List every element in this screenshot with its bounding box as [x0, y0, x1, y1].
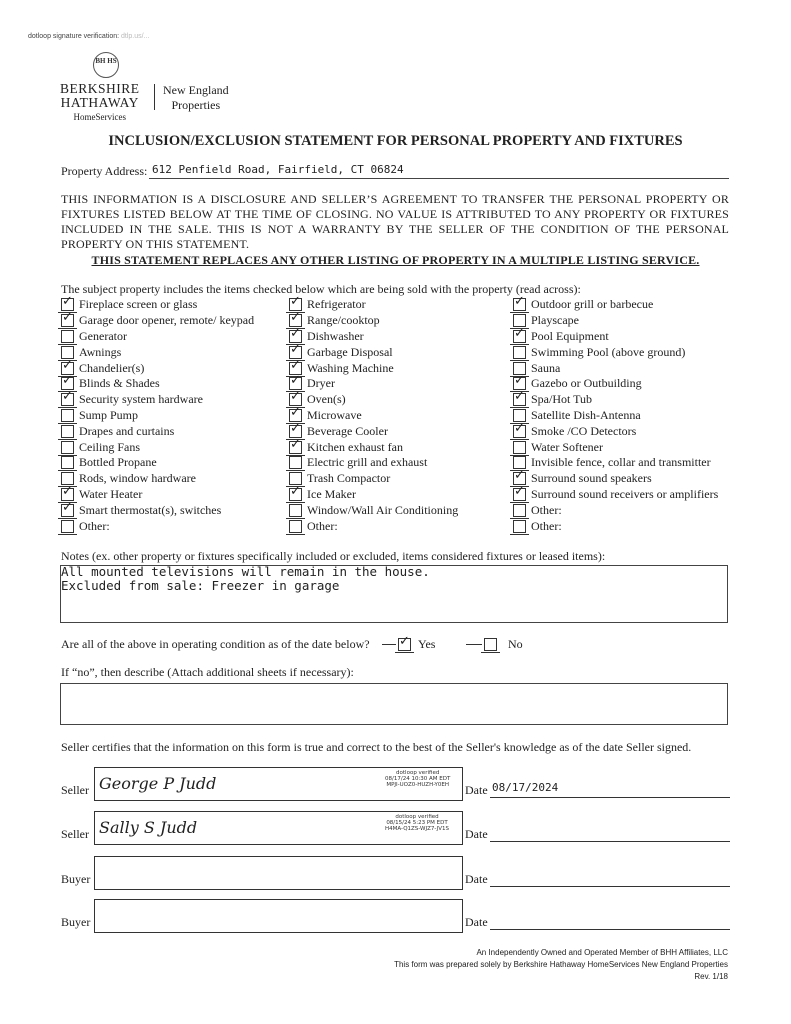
checklist-item[interactable]: [56, 423, 254, 439]
date-label: Date: [465, 827, 488, 841]
checklist-item[interactable]: [284, 297, 458, 313]
checkbox[interactable]: [61, 314, 74, 327]
checklist-item[interactable]: [56, 408, 254, 424]
brand-logo-left: [60, 82, 140, 124]
checklist-item[interactable]: [284, 408, 458, 424]
checkbox[interactable]: [289, 441, 302, 454]
checkbox[interactable]: [289, 520, 302, 533]
checklist-item-label: Water Softener: [531, 439, 603, 454]
property-address-label: Property Address:: [61, 164, 148, 178]
checklist-item[interactable]: [56, 439, 254, 455]
operating-yes-checkbox[interactable]: [398, 638, 411, 651]
checklist-item[interactable]: [508, 297, 718, 313]
footer-prepared-by: This form was prepared solely by Berkshire Hathaway HomeServices New England Properties: [394, 960, 728, 969]
date-underline: [490, 841, 730, 842]
checklist-intro: The subject property includes the items checked below which are being sold with the property (read across):: [61, 282, 581, 296]
brand-divider: [154, 84, 155, 110]
operating-yes-option[interactable]: [382, 637, 435, 652]
checklist-item[interactable]: [56, 392, 254, 408]
checklist-item-label: Beverage Cooler: [307, 423, 388, 438]
checklist-item[interactable]: [56, 471, 254, 487]
checklist-item[interactable]: [508, 408, 718, 424]
checklist-item[interactable]: [508, 392, 718, 408]
checklist-item[interactable]: [508, 423, 718, 439]
signature-role-label: Buyer: [61, 872, 91, 886]
signature-script: George P Judd: [99, 774, 217, 793]
checklist-item[interactable]: [56, 487, 254, 503]
verified-v_date: 08/15/24 5:23 PM EDT: [386, 820, 448, 826]
checklist-item[interactable]: [508, 376, 718, 392]
signature-role-label: Buyer: [61, 915, 91, 929]
checklist-item-label: Outdoor grill or barbecue: [531, 297, 654, 312]
disclosure-paragraph: THIS INFORMATION IS A DISCLOSURE AND SELLER’S AGREEMENT TO TRANSFER THE PERSONAL PROPERTY OR FIXTURES LISTED BELOW AT THE TIME OF CLOSING. NO VALUE IS ATTRIBUTED TO ANY PROPERTY OR FIXTURES INCLUDED IN THE SALE. THIS IS NOT A WARRANTY BY THE SELLER OF THE CONDITION OF THE PERSONAL PROPERTY ON THIS STATEMENT.: [61, 192, 729, 251]
checklist-item-label: Surround sound speakers: [531, 471, 652, 486]
checklist-column-3: [508, 297, 718, 534]
checklist-item[interactable]: [56, 313, 254, 329]
checklist-item[interactable]: [284, 502, 458, 518]
dotloop-code[interactable]: dtlp.us/...: [121, 33, 150, 40]
checklist-item[interactable]: [508, 360, 718, 376]
checkbox[interactable]: [513, 488, 526, 501]
checklist-item-label: Window/Wall Air Conditioning: [307, 502, 459, 517]
date-label: Date: [465, 915, 488, 929]
seller-certification: Seller certifies that the information on this form is true and correct to the best of the Seller's knowledge as of the date Seller signed.: [61, 740, 692, 754]
checklist-item[interactable]: [508, 329, 718, 345]
checklist-item-label: Security system hardware: [79, 392, 203, 407]
checklist-item-label: Other:: [531, 502, 562, 517]
checkbox[interactable]: [513, 298, 526, 311]
date-underline: [490, 929, 730, 930]
seal-text: BH HS: [95, 57, 117, 65]
footer: [394, 947, 728, 983]
notes-label: Notes (ex. other property or fixtures specifically included or excluded, items considered fixtures or leased items):: [61, 549, 606, 563]
checklist-item-label: Ceiling Fans: [79, 439, 141, 454]
checklist-item[interactable]: [56, 344, 254, 360]
brand-line2: HATHAWAY: [60, 95, 139, 110]
checklist-item-label: Generator: [79, 328, 127, 343]
date-label: Date: [465, 872, 488, 886]
checklist-item[interactable]: [56, 329, 254, 345]
checklist-item[interactable]: [284, 471, 458, 487]
checklist-item[interactable]: [508, 502, 718, 518]
checklist-item[interactable]: [284, 392, 458, 408]
checklist-item-label: Satellite Dish-Antenna: [531, 407, 641, 422]
checkbox[interactable]: [61, 330, 74, 343]
checklist-column-2: [284, 297, 458, 534]
checklist-item-label: Rods, window hardware: [79, 471, 196, 486]
brand-right2: Properties: [171, 98, 221, 112]
checklist-item-label: Fireplace screen or glass: [79, 297, 198, 312]
checklist-item-label: Garbage Disposal: [307, 344, 393, 359]
checklist-item-label: Other:: [307, 518, 338, 533]
verified-verified: dotloop verified: [396, 770, 440, 776]
checkbox[interactable]: [61, 441, 74, 454]
checklist-item[interactable]: [284, 423, 458, 439]
operating-condition-question: Are all of the above in operating condition as of the date below?: [61, 637, 370, 651]
property-address-field[interactable]: 612 Penfield Road, Fairfield, CT 06824: [152, 163, 404, 176]
checklist-item[interactable]: [508, 518, 718, 534]
checklist-item-label: Oven(s): [307, 392, 346, 407]
operating-no-option[interactable]: [466, 637, 523, 652]
if-no-describe-field[interactable]: [60, 683, 728, 725]
checkbox[interactable]: [513, 346, 526, 359]
checklist-item[interactable]: [508, 471, 718, 487]
signature-role-label: Seller: [61, 783, 89, 797]
checklist-item-label: Pool Equipment: [531, 328, 609, 343]
checklist-item[interactable]: [284, 360, 458, 376]
checkbox[interactable]: [61, 504, 74, 517]
checklist-item[interactable]: [56, 502, 254, 518]
checklist-item-label: Drapes and curtains: [79, 423, 175, 438]
mls-replacement-notice: THIS STATEMENT REPLACES ANY OTHER LISTING OF PROPERTY IN A MULTIPLE LISTING SERVICE.: [91, 253, 700, 267]
date-underline: [490, 797, 730, 798]
checkbox[interactable]: [289, 488, 302, 501]
signature-field[interactable]: [94, 856, 463, 890]
checklist-item[interactable]: [284, 439, 458, 455]
checklist-item-label: Blinds & Shades: [79, 376, 160, 391]
no-label: No: [508, 637, 523, 651]
checklist-item-label: Kitchen exhaust fan: [307, 439, 403, 454]
checkbox[interactable]: [289, 504, 302, 517]
checklist-item-label: Surround sound receivers or amplifiers: [531, 486, 719, 501]
checklist-item-label: Microwave: [307, 407, 362, 422]
checklist-item[interactable]: [284, 376, 458, 392]
dotloop-verified-stamp: [385, 770, 450, 788]
form-title: INCLUSION/EXCLUSION STATEMENT FOR PERSONAL PROPERTY AND FIXTURES: [108, 133, 683, 149]
checklist-item-label: Awnings: [79, 344, 122, 359]
checklist-item[interactable]: [508, 455, 718, 471]
checkbox[interactable]: [61, 393, 74, 406]
signature-field[interactable]: [94, 899, 463, 933]
checkbox[interactable]: [513, 520, 526, 533]
checklist-item[interactable]: [284, 487, 458, 503]
signature-field[interactable]: [94, 811, 463, 845]
checklist-item[interactable]: [56, 360, 254, 376]
checklist-item-label: Dishwasher: [307, 328, 364, 343]
checklist-item-label: Swimming Pool (above ground): [531, 344, 686, 359]
checklist-item[interactable]: [284, 313, 458, 329]
checklist-item-label: Sauna: [531, 360, 561, 375]
checkbox[interactable]: [513, 425, 526, 438]
dotloop-verified-stamp: [385, 814, 449, 832]
verified-v_code: MPJI-UOZ0-HUZH-Y0EH: [386, 782, 450, 788]
dotloop-verification-label: [28, 33, 149, 40]
checklist-item[interactable]: [56, 376, 254, 392]
checklist-item[interactable]: [284, 344, 458, 360]
signature-field[interactable]: [94, 767, 463, 801]
checkbox[interactable]: [513, 393, 526, 406]
date-field[interactable]: 08/17/2024: [492, 781, 559, 794]
checklist-item[interactable]: [284, 518, 458, 534]
signature-script: Sally S Judd: [99, 818, 198, 837]
checklist-item-label: Bottled Propane: [79, 455, 157, 470]
verified-verified: dotloop verified: [395, 814, 439, 820]
checklist-item-label: Spa/Hot Tub: [531, 392, 593, 407]
checklist-item-label: Trash Compactor: [307, 471, 391, 486]
checklist-item-label: Washing Machine: [307, 360, 394, 375]
checklist-item[interactable]: [508, 313, 718, 329]
checklist-item-label: Dryer: [307, 376, 335, 391]
checkbox[interactable]: [61, 409, 74, 422]
checklist-item-label: Playscape: [531, 313, 579, 328]
checklist-item[interactable]: [56, 455, 254, 471]
checkbox[interactable]: [61, 520, 74, 533]
footer-affiliate: An Independently Owned and Operated Member of BHH Affiliates, LLC: [476, 948, 728, 957]
footer-revision: Rev. 1/18: [694, 972, 728, 981]
checklist-item-label: Water Heater: [79, 486, 143, 501]
checklist-item-label: Smart thermostat(s), switches: [79, 502, 222, 517]
property-address-underline: [149, 178, 729, 179]
verified-v_date: 08/17/24 10:30 AM EDT: [385, 776, 451, 782]
checklist-item-label: Other:: [531, 518, 562, 533]
brand-logo-right: [163, 83, 229, 113]
checklist-item[interactable]: [284, 329, 458, 345]
checklist-item[interactable]: [508, 344, 718, 360]
notes-text: All mounted televisions will remain in the house. Excluded from sale: Freezer in garage: [61, 564, 430, 593]
checklist-item[interactable]: [508, 439, 718, 455]
yes-label: Yes: [418, 637, 436, 651]
if-no-describe-label: If “no”, then describe (Attach additional sheets if necessary):: [61, 665, 354, 679]
checklist-item-label: Sump Pump: [79, 407, 139, 422]
checklist-item-label: Ice Maker: [307, 486, 356, 501]
checkbox[interactable]: [513, 441, 526, 454]
brand-line3: HomeServices: [73, 112, 126, 122]
checkbox[interactable]: [513, 504, 526, 517]
operating-no-checkbox[interactable]: [484, 638, 497, 651]
checklist-item-label: Range/cooktop: [307, 313, 380, 328]
brand-line1: BERKSHIRE: [60, 81, 140, 96]
checklist-item-label: Chandelier(s): [79, 360, 145, 375]
checklist-item-label: Electric grill and exhaust: [307, 455, 428, 470]
checkbox[interactable]: [289, 456, 302, 469]
checkbox[interactable]: [61, 425, 74, 438]
checklist-item-label: Refrigerator: [307, 297, 366, 312]
checklist-item[interactable]: [56, 297, 254, 313]
checklist-item-label: Other:: [79, 518, 110, 533]
verified-v_code: H4MA-Q1ZS-WJZ7-JV1S: [385, 826, 450, 832]
checklist-item[interactable]: [284, 455, 458, 471]
checklist-item-label: Gazebo or Outbuilding: [531, 376, 642, 391]
signature-role-label: Seller: [61, 827, 89, 841]
dotloop-label-text: dotloop signature verification:: [28, 33, 120, 40]
checklist-item[interactable]: [508, 487, 718, 503]
checkbox[interactable]: [513, 330, 526, 343]
bhhs-seal-logo: [93, 52, 119, 78]
date-label: Date: [465, 783, 488, 797]
date-underline: [490, 886, 730, 887]
brand-right1: New England: [163, 83, 229, 97]
checklist-item-label: Invisible fence, collar and transmitter: [531, 455, 711, 470]
checklist-column-1: [56, 297, 254, 534]
checkbox[interactable]: [61, 456, 74, 469]
checklist-item-label: Smoke /CO Detectors: [531, 423, 637, 438]
checklist-item[interactable]: [56, 518, 254, 534]
checklist-item-label: Garage door opener, remote/ keypad: [79, 313, 255, 328]
